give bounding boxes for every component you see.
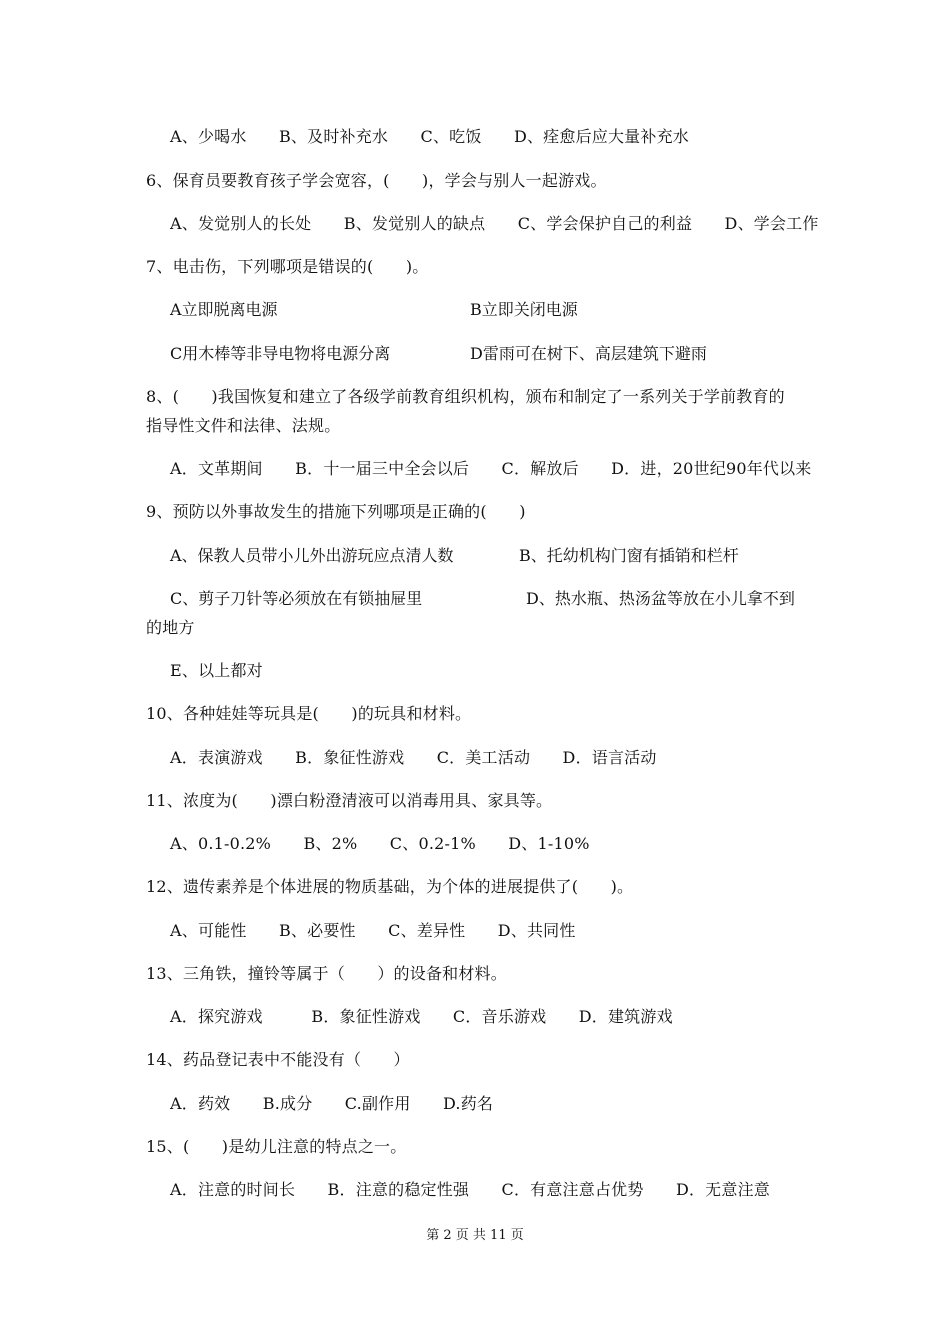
- q9-option-e: E、以上都对: [170, 661, 263, 680]
- q9-option-c: C、剪子刀针等必须放在有锁抽屉里: [170, 589, 423, 608]
- question-11: 11、浓度为( )漂白粉澄清液可以消毒用具、家具等。: [146, 791, 553, 810]
- q7-option-b: B立即关闭电源: [470, 300, 578, 319]
- question-7: 7、电击伤，下列哪项是错误的( )。: [146, 257, 429, 276]
- q14-options: A．药效 B.成分 C.副作用 D.药名: [170, 1094, 494, 1113]
- question-8-cont: 指导性文件和法律、法规。: [146, 416, 341, 435]
- q10-options: A．表演游戏 B．象征性游戏 C．美工活动 D．语言活动: [170, 748, 657, 767]
- q8-options: A．文革期间 B．十一届三中全会以后 C．解放后 D．进，20世纪90年代以来: [170, 459, 812, 478]
- question-8: 8、( )我国恢复和建立了各级学前教育组织机构，颁布和制定了一系列关于学前教育的: [146, 387, 785, 406]
- question-13: 13、三角铁，撞铃等属于（ ）的设备和材料。: [146, 964, 507, 983]
- q9-option-b: B、托幼机构门窗有插销和栏杆: [519, 546, 739, 565]
- q12-options: A、可能性 B、必要性 C、差异性 D、共同性: [170, 921, 576, 940]
- question-6: 6、保育员要教育孩子学会宽容，( )，学会与别人一起游戏。: [146, 171, 607, 190]
- q7-option-a: A立即脱离电源: [170, 300, 278, 319]
- page-footer: 第 2 页 共 11 页: [426, 1228, 524, 1243]
- q11-options: A、0.1-0.2% B、2% C、0.2-1% D、1-10%: [170, 834, 590, 853]
- question-15: 15、( )是幼儿注意的特点之一。: [146, 1137, 407, 1156]
- q6-options: A、发觉别人的长处 B、发觉别人的缺点 C、学会保护自己的利益 D、学会工作: [170, 214, 819, 233]
- q9-option-a: A、保教人员带小儿外出游玩应点清人数: [170, 546, 454, 565]
- q13-options: A．探究游戏 B．象征性游戏 C．音乐游戏 D．建筑游戏: [170, 1007, 673, 1026]
- q5-options: A、少喝水 B、及时补充水 C、吃饭 D、痊愈后应大量补充水: [170, 127, 689, 146]
- q7-option-c: C用木棒等非导电物将电源分离: [170, 344, 391, 363]
- question-9: 9、预防以外事故发生的措施下列哪项是正确的( ): [146, 502, 526, 521]
- question-12: 12、遗传素养是个体进展的物质基础，为个体的进展提供了( )。: [146, 877, 634, 896]
- q9-option-d: D、热水瓶、热汤盆等放在小儿拿不到: [526, 589, 795, 608]
- q9-option-d-cont: 的地方: [146, 618, 195, 637]
- question-14: 14、药品登记表中不能没有（ ）: [146, 1050, 410, 1069]
- q15-options: A．注意的时间长 B．注意的稳定性强 C．有意注意占优势 D．无意注意: [170, 1180, 770, 1199]
- q7-option-d: D雷雨可在树下、高层建筑下避雨: [470, 344, 707, 363]
- question-10: 10、各种娃娃等玩具是( )的玩具和材料。: [146, 704, 472, 723]
